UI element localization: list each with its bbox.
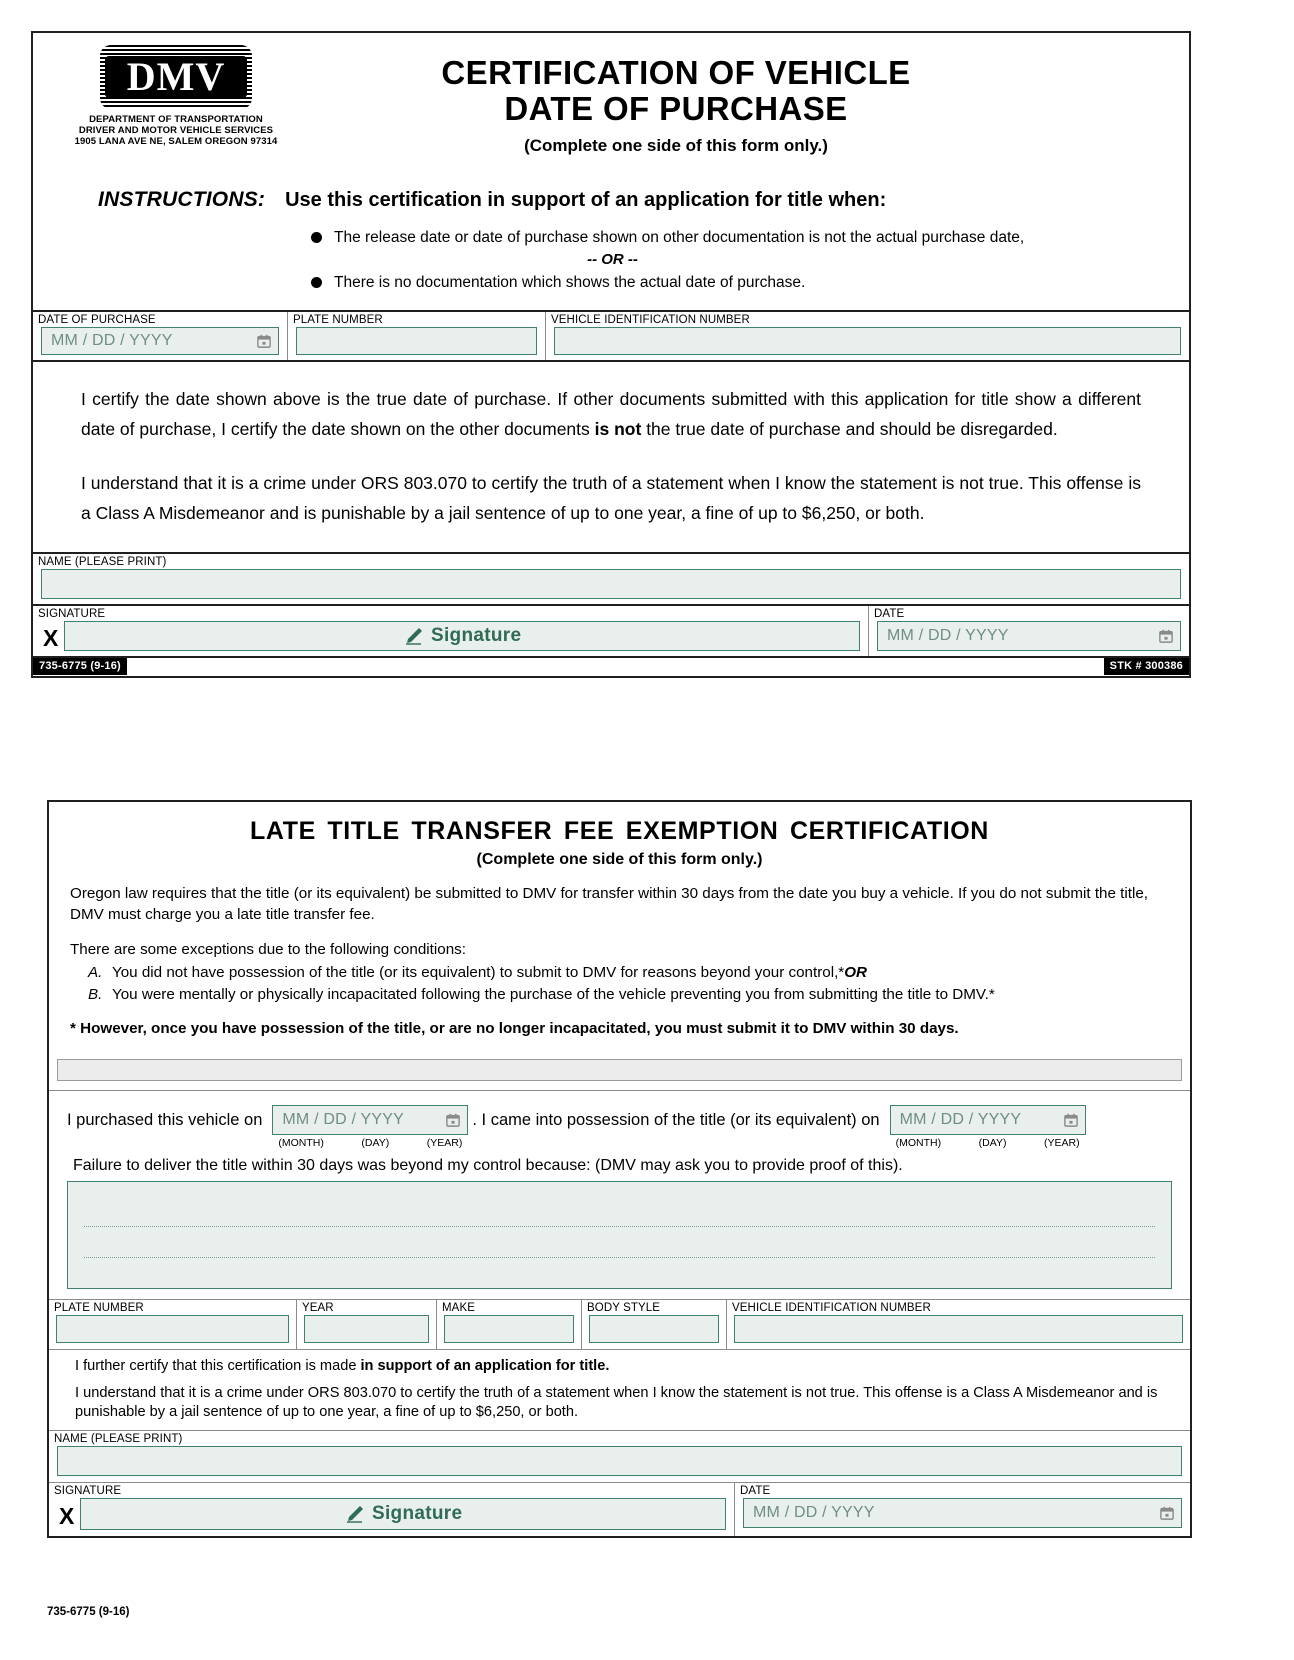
purchase-prefix-text: I purchased this vehicle on — [67, 1111, 263, 1129]
form2-exceptions-list — [70, 962, 1169, 1006]
form2-plate-label: PLATE NUMBER — [54, 1302, 144, 1314]
form2-year-label: YEAR — [302, 1302, 334, 1314]
form2-form-number: 735-6775 (9-16) — [47, 1606, 130, 1618]
signature-cell — [33, 606, 869, 656]
form1-date-cell — [869, 606, 1189, 656]
failure-reason-input[interactable] — [67, 1181, 1172, 1289]
bullet-dot-icon — [311, 277, 322, 288]
purchase-date-group — [272, 1105, 468, 1149]
possession-date-placeholder: MM / DD / YYYY — [899, 1111, 1022, 1128]
vin-cell — [546, 312, 1189, 360]
certification-p1-part-a: I certify the date shown above is the true date of purchase. If other documents submitted with this application for title show a different date of purchase, I certify the date shown on the other documents — [81, 389, 1141, 439]
form1-date-input[interactable] — [877, 621, 1181, 651]
date-of-purchase-placeholder: MM / DD / YYYY — [51, 332, 173, 349]
pen-icon — [403, 627, 423, 645]
form2-body-style-cell — [582, 1300, 727, 1349]
late-title-transfer-fee-exemption-form — [47, 800, 1192, 1538]
form2-date-cell — [735, 1483, 1190, 1536]
purchase-day-label: (DAY) — [361, 1137, 390, 1149]
form1-footer — [33, 656, 1189, 676]
certification-paragraph-2: I understand that it is a crime under ORS 803.070 to certify the truth of a statement when I know the statement is not true. This offense is a Class A Misdemeanor and is punishable by a jail sentence of up to one year, a fine of up to $6,250, or both. — [81, 473, 1141, 523]
name-input[interactable] — [41, 569, 1181, 599]
failure-reason-prompt: Failure to deliver the title within 30 days was beyond my control because: (DMV may ask you to provide proof of this). — [73, 1157, 903, 1174]
possession-date-input[interactable] — [890, 1105, 1086, 1135]
plate-number-input[interactable] — [296, 327, 537, 355]
form2-vin-cell — [727, 1300, 1190, 1349]
instruction-bullet-2 — [311, 273, 1169, 293]
vin-label: VEHICLE IDENTIFICATION NUMBER — [551, 314, 750, 326]
possession-year-label: (YEAR) — [1044, 1137, 1080, 1149]
form1-header — [33, 33, 1189, 188]
instruction-bullet-1 — [311, 228, 1169, 248]
form2-date-input[interactable] — [743, 1498, 1182, 1528]
signature-input[interactable] — [64, 621, 860, 651]
form2-date-label: DATE — [740, 1485, 771, 1497]
form2-plate-cell — [49, 1300, 297, 1349]
form2-name-row — [49, 1430, 1190, 1482]
possession-day-label: (DAY) — [978, 1137, 1007, 1149]
agency-line-1: DEPARTMENT OF TRANSPORTATION — [89, 114, 263, 125]
reason-line-1 — [84, 1196, 1155, 1227]
instructions-heading — [53, 188, 1169, 212]
possession-month-label: (MONTH) — [895, 1137, 942, 1149]
form2-signature-x-mark: X — [59, 1502, 75, 1529]
purchase-month-label: (MONTH) — [278, 1137, 324, 1149]
possession-date-group — [890, 1105, 1086, 1149]
possession-text: . I came into possession of the title (or its equivalent) on — [472, 1111, 880, 1129]
form2-certify-prefix: I further certify that this certification is made — [75, 1358, 361, 1374]
calendar-icon[interactable] — [257, 334, 271, 348]
form1-title-line-1: CERTIFICATION OF VEHICLE — [441, 54, 911, 91]
form2-body-style-input[interactable] — [589, 1315, 719, 1343]
plate-number-label: PLATE NUMBER — [293, 314, 383, 326]
form2-signature-placeholder: Signature — [372, 1503, 463, 1524]
form2-signature-cell — [49, 1483, 735, 1536]
form2-name-input[interactable] — [57, 1446, 1182, 1476]
form1-title-line-2: DATE OF PURCHASE — [504, 90, 848, 127]
form2-note: * However, once you have possession of the title, or are no longer incapacitated, you must submit it to DMV within 30 days. — [70, 1020, 959, 1037]
instructions-label: INSTRUCTIONS: — [98, 188, 266, 211]
form2-body-text — [49, 869, 1190, 1051]
signature-label: SIGNATURE — [38, 608, 106, 620]
form2-certify-paragraph: I understand that it is a crime under ORS 803.070 to certify the truth of a statement when I know the statement is not true. This offense is a Class A Misdemeanor and is punishable by a jail sentence of up to one year, a fine of up to $6,250, or both. — [75, 1385, 1158, 1420]
form2-make-input[interactable] — [444, 1315, 574, 1343]
form1-date-label: DATE — [874, 608, 905, 620]
form2-signature-label: SIGNATURE — [54, 1485, 122, 1497]
calendar-icon[interactable] — [1159, 629, 1173, 643]
form1-signature-row — [33, 604, 1189, 656]
instructions-bullets — [53, 228, 1169, 293]
form1-form-number: 735-6775 (9-16) — [33, 658, 127, 675]
signature-placeholder: Signature — [431, 625, 522, 646]
date-of-purchase-label: DATE OF PURCHASE — [38, 314, 156, 326]
form1-title-block — [283, 39, 1189, 188]
form2-body-style-label: BODY STYLE — [587, 1302, 661, 1314]
possession-date-subcaptions — [890, 1135, 1086, 1149]
plate-number-cell — [288, 312, 546, 360]
date-of-purchase-cell — [33, 312, 288, 360]
name-label: NAME (PLEASE PRINT) — [38, 556, 167, 568]
dmv-logo-icon — [100, 45, 252, 109]
purchase-date-row — [49, 1090, 1190, 1153]
certification-of-vehicle-date-of-purchase-form — [31, 31, 1191, 678]
purchase-year-label: (YEAR) — [426, 1137, 463, 1149]
instructions-block — [33, 188, 1189, 310]
form2-vin-input[interactable] — [734, 1315, 1183, 1343]
agency-line-3: 1905 LANA AVE NE, SALEM OREGON 97314 — [74, 136, 278, 147]
bullet-dot-icon — [311, 232, 322, 243]
form2-vin-label: VEHICLE IDENTIFICATION NUMBER — [732, 1302, 931, 1314]
certification-p1-part-b: the true date of purchase and should be disregarded. — [641, 419, 1058, 439]
form2-subtitle: (Complete one side of this form only.) — [476, 851, 763, 868]
purchase-date-subcaptions — [272, 1135, 468, 1149]
form2-intro: Oregon law requires that the title (or its equivalent) be submitted to DMV for transfer within 30 days from the date you buy a vehicle. If you do not submit the title, DMV must charge you a late title transfer fee. — [70, 885, 1149, 923]
certification-p1-bold: is not — [594, 419, 642, 439]
vin-input[interactable] — [554, 327, 1181, 355]
form2-date-placeholder: MM / DD / YYYY — [753, 1504, 875, 1521]
agency-line-2: DRIVER AND MOTOR VEHICLE SERVICES — [78, 125, 274, 136]
form2-make-label: MAKE — [442, 1302, 475, 1314]
name-cell — [33, 554, 1189, 604]
form2-grey-bar — [57, 1059, 1182, 1081]
purchase-date-placeholder: MM / DD / YYYY — [282, 1111, 405, 1128]
reason-line-2 — [84, 1227, 1155, 1258]
form2-year-cell — [297, 1300, 437, 1349]
signature-x-mark: X — [43, 624, 59, 651]
form2-certify-bold: in support of an application for title. — [360, 1358, 610, 1374]
form1-date-placeholder: MM / DD / YYYY — [887, 627, 1009, 644]
instructions-text: Use this certification in support of an application for title when: — [285, 189, 887, 211]
form2-signature-row — [49, 1482, 1190, 1536]
form2-certification-statement — [49, 1349, 1190, 1430]
form2-certify-line — [67, 1357, 1172, 1376]
purchase-date-input[interactable] — [272, 1105, 468, 1135]
calendar-icon[interactable] — [1160, 1506, 1174, 1520]
exception-a-letter: A. — [88, 964, 103, 981]
form1-subtitle: (Complete one side of this form only.) — [524, 136, 828, 155]
form1-name-row — [33, 552, 1189, 604]
form2-year-input[interactable] — [304, 1315, 429, 1343]
calendar-icon[interactable] — [1064, 1113, 1078, 1127]
exception-a-text: You did not have possession of the title (or its equivalent) to submit to DMV for reasons beyond your control,*OR — [112, 964, 867, 981]
form2-make-cell — [437, 1300, 582, 1349]
form2-name-label: NAME (PLEASE PRINT) — [54, 1433, 183, 1445]
calendar-icon[interactable] — [446, 1113, 460, 1127]
date-of-purchase-input[interactable] — [41, 327, 279, 355]
vehicle-info-row — [49, 1299, 1190, 1349]
certification-paragraph-1 — [81, 384, 1141, 444]
form2-title: LATE TITLE TRANSFER FEE EXEMPTION CERTIFICATION — [250, 817, 989, 845]
exception-item-b — [88, 984, 1169, 1006]
instruction-bullet-1-text: The release date or date of purchase shown on other documentation is not the actual purchase date, — [334, 229, 1025, 246]
form2-signature-input[interactable] — [80, 1498, 726, 1530]
exception-b-text: You were mentally or physically incapacitated following the purchase of the vehicle preventing you from submitting the title to DMV.* — [112, 986, 995, 1003]
certification-statement — [33, 360, 1189, 552]
instruction-bullet-2-text: There is no documentation which shows the actual date of purchase. — [334, 274, 806, 291]
exception-b-letter: B. — [88, 986, 103, 1003]
form2-plate-input[interactable] — [56, 1315, 289, 1343]
exception-a-or: OR — [844, 964, 867, 981]
agency-address — [69, 114, 283, 147]
dmv-logo-block — [33, 39, 283, 188]
form1-field-row — [33, 310, 1189, 360]
instruction-or-divider: -- OR -- — [587, 251, 638, 268]
form1-stock-number: STK # 300386 — [1104, 658, 1189, 675]
form2-exceptions-lead: There are some exceptions due to the following conditions: — [70, 941, 466, 958]
pen-icon — [344, 1505, 364, 1523]
dmv-logo-text: DMV — [126, 54, 226, 99]
exception-item-a — [88, 962, 1169, 984]
